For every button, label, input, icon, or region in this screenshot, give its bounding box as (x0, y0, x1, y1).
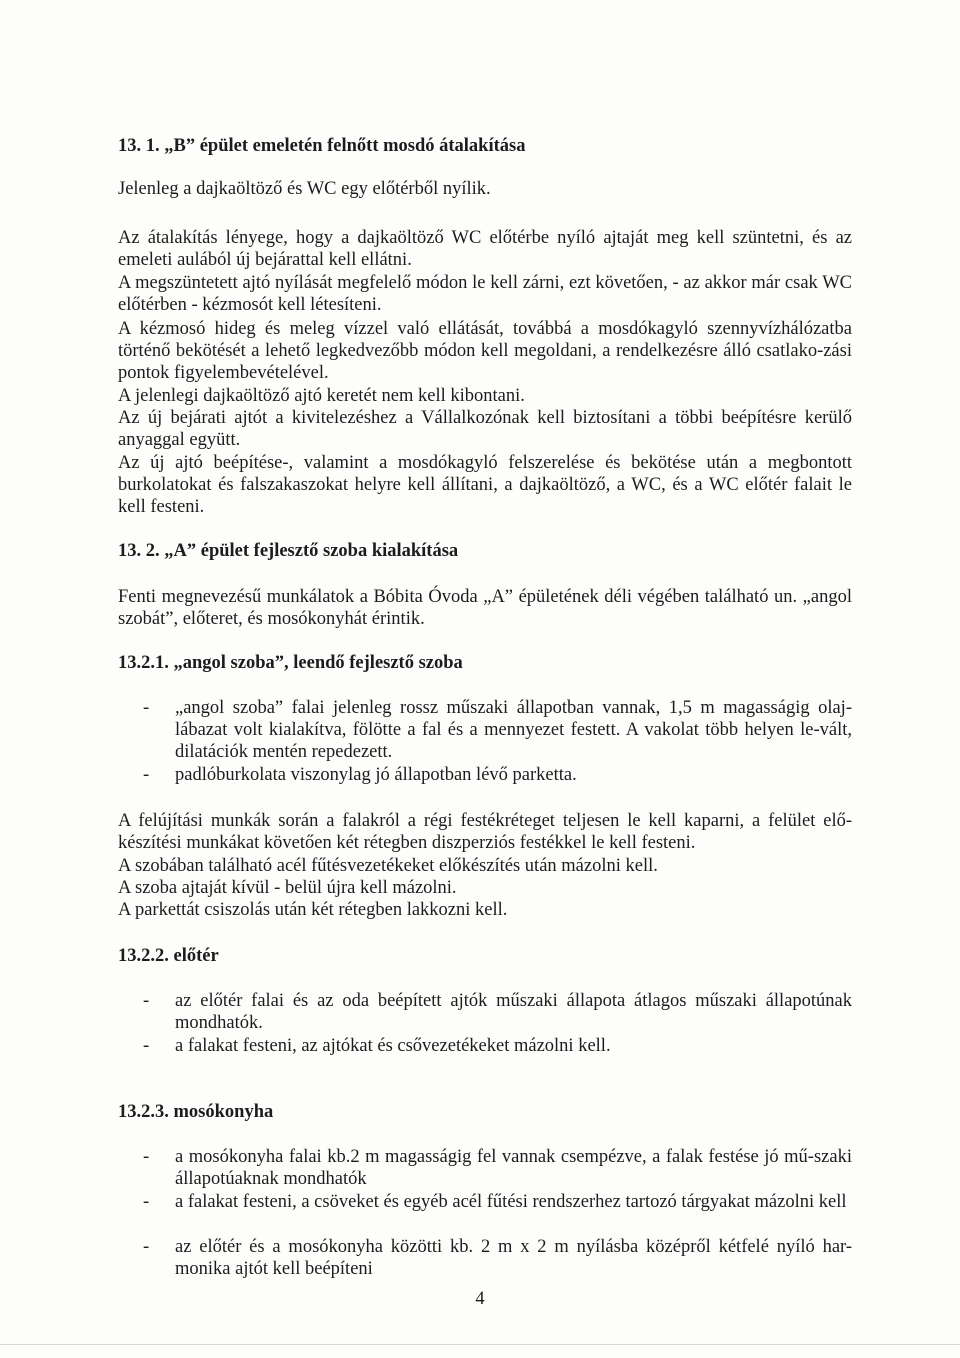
list-item: a mosókonyha falai kb.2 m magasságig fel vannak csempézve, a falak festése jó mű-szaki állapotúaknak mondhatók (175, 1147, 852, 1189)
list-bullet: - (143, 991, 150, 1011)
paragraph: Az új bejárati ajtót a kivitelezéshez a Vállalkozónak kell biztosítani a többi beépítésre kerülő anyaggal együtt. (118, 408, 852, 450)
section-13-2-3-heading: 13.2.3. mosókonyha (118, 1102, 274, 1122)
list-bullet: - (143, 1237, 150, 1257)
section-13-1-heading: 13. 1. „B” épület emeletén felnőtt mosdó átalakítása (118, 136, 526, 156)
paragraph: A parkettát csiszolás után két rétegben lakkozni kell. (118, 900, 508, 920)
list-item: padlóburkolata viszonylag jó állapotban lévő parketta. (175, 765, 577, 785)
list-bullet: - (143, 1147, 150, 1167)
paragraph: A kézmosó hideg és meleg vízzel való ellátását, továbbá a mosdókagyló szennyvízhálózatba történő bekötését a lehető legkedvezőbb módon kell megoldani, a rendelkezésre álló csatlako-zási pontok figyelembevételével. (118, 319, 852, 383)
section-13-2-2-heading: 13.2.2. előtér (118, 946, 219, 966)
scan-edge-divider (0, 1344, 960, 1345)
paragraph: A jelenlegi dajkaöltöző ajtó keretét nem kell kibontani. (118, 386, 525, 406)
paragraph: Fenti megnevezésű munkálatok a Bóbita Óvoda „A” épületének déli végében található un. „angol szobát”, előteret, és mosókonyhát érintik. (118, 587, 852, 629)
list-bullet: - (143, 765, 150, 785)
paragraph: A szoba ajtaját kívül - belül újra kell mázolni. (118, 878, 457, 898)
paragraph: Jelenleg a dajkaöltöző és WC egy előtérből nyílik. (118, 179, 491, 199)
paragraph: A felújítási munkák során a falakról a régi festékréteget teljesen le kell kaparni, a felület elő-készítési munkákat követően két rétegben diszperziós festékkel le kell festeni. (118, 811, 852, 853)
section-13-2-heading: 13. 2. „A” épület fejlesztő szoba kialakítása (118, 541, 459, 561)
paragraph: A megszüntetett ajtó nyílását megfelelő módon le kell zárni, ezt követően, - az akkor már csak WC előtérben - kézmosót kell létesíteni. (118, 273, 852, 315)
paragraph: Az új ajtó beépítése-, valamint a mosdókagyló felszerelése és bekötése után a megbontott burkolatokat és falszakaszokat helyre kell állítani, a dajkaöltöző, a WC, és a WC előtér falait le kell festeni. (118, 453, 852, 517)
list-bullet: - (143, 1192, 150, 1212)
section-13-2-1-heading: 13.2.1. „angol szoba”, leendő fejlesztő szoba (118, 653, 463, 673)
list-item: az előtér és a mosókonyha közötti kb. 2 m x 2 m nyílásba középről kétfelé nyíló har-monika ajtót kell beépíteni (175, 1237, 852, 1279)
list-item: a falakat festeni, a csöveket és egyéb acél fűtési rendszerhez tartozó tárgyakat mázolni kell (175, 1192, 847, 1212)
list-item: a falakat festeni, az ajtókat és csővezetékeket mázolni kell. (175, 1036, 611, 1056)
list-item: az előtér falai és az oda beépített ajtók műszaki állapota átlagos műszaki állapotúnak mondhatók. (175, 991, 852, 1033)
paragraph: A szobában található acél fűtésvezetékeket előkészítés után mázolni kell. (118, 856, 658, 876)
paragraph: Az átalakítás lényege, hogy a dajkaöltöző WC előtérbe nyíló ajtaját meg kell szüntetni, és az emeleti aulából új bejárattal kell ellátni. (118, 228, 852, 270)
list-bullet: - (143, 1036, 150, 1056)
list-bullet: - (143, 698, 150, 718)
page-number: 4 (475, 1289, 485, 1309)
list-item: „angol szoba” falai jelenleg rossz műszaki állapotban vannak, 1,5 m magasságig olaj-lábazat volt kialakítva, fölötte a fal és a mennyezet festett. A vakolat több helyen le-vált, dilatációk mentén repedezett. (175, 698, 852, 762)
